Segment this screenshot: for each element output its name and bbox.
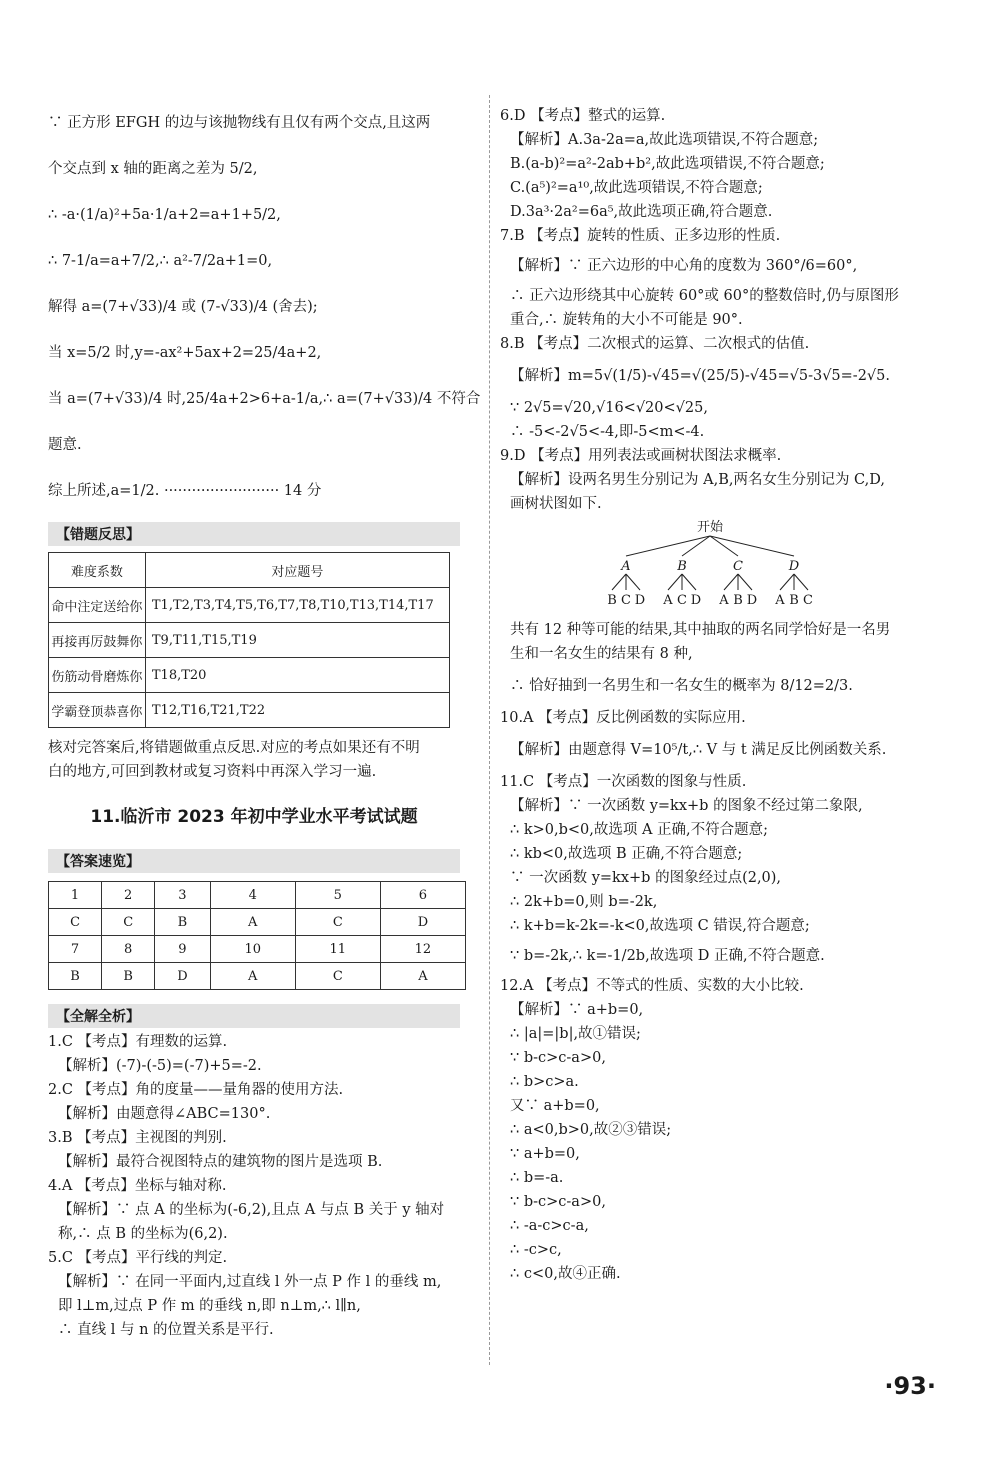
- tree-leaf: C: [621, 593, 631, 608]
- tree-node: D: [788, 559, 800, 574]
- answer-table: [48, 881, 466, 990]
- table-row: [49, 693, 450, 728]
- review-note: 核对完答案后,将错题做重点反思.对应的考点如果还有不明: [48, 740, 420, 756]
- text-line: 解得 a=(7+√33)/4 或 (7-√33)/4 (舍去);: [48, 299, 318, 315]
- table-cell: 学霸登顶恭喜你: [49, 693, 146, 728]
- text-line: ∴ 2k+b=0,则 b=-2k,: [510, 894, 658, 910]
- table-cell: C: [102, 909, 155, 936]
- text-line: ∴ b>c>a.: [510, 1074, 579, 1090]
- text-line: ∴ -c>c,: [510, 1242, 562, 1258]
- analysis-line: 5.C 【考点】平行线的判定.: [48, 1250, 228, 1266]
- text-line: D.3a³·2a²=6a⁵,故此选项正确,符合题意.: [510, 204, 773, 220]
- tree-node: B: [677, 559, 687, 574]
- left-column: [48, 100, 481, 1342]
- text-line: 【解析】∵ 正六边形的中心角的度数为 360°/6=60°,: [510, 258, 858, 274]
- tree-leaf: D: [634, 593, 646, 608]
- page-number: ·93·: [884, 1372, 936, 1400]
- text-line: 【解析】m=5√(1/5)-√45=√(25/5)-√45=√5-3√5=-2√5.: [510, 368, 891, 384]
- text-line: ∵ a+b=0,: [510, 1146, 580, 1162]
- text-line: 共有 12 种等可能的结果,其中抽取的两名同学恰好是一名男: [510, 622, 891, 638]
- table-cell: T18,T20: [145, 658, 449, 693]
- table-header: 对应题号: [145, 553, 449, 588]
- table-row: [49, 882, 466, 909]
- analysis-line: 【解析】由题意得∠ABC=130°.: [58, 1106, 271, 1122]
- analysis-line: 称,∴ 点 B 的坐标为(6,2).: [58, 1226, 228, 1242]
- tree-leaf: B: [607, 593, 617, 608]
- tree-leaf: D: [690, 593, 702, 608]
- table-row: [49, 623, 450, 658]
- table-row: [49, 909, 466, 936]
- text-line: 【解析】设两名男生分别记为 A,B,两名女生分别记为 C,D,: [510, 472, 885, 488]
- table-cell: T9,T11,T15,T19: [145, 623, 449, 658]
- error-review-heading: 【错题反思】: [48, 522, 460, 546]
- text-line: 8.B 【考点】二次根式的运算、二次根式的估值.: [500, 336, 810, 352]
- text-line: 6.D 【考点】整式的运算.: [500, 108, 666, 124]
- tree-diagram: [590, 518, 850, 614]
- right-column: [500, 104, 930, 1286]
- text-line: ∴ |a|=|b|,故①错误;: [510, 1026, 641, 1042]
- text-line: 10.A 【考点】反比例函数的实际应用.: [500, 710, 746, 726]
- text-line: 当 a=(7+√33)/4 时,25/4a+2>6+a-1/a,∴ a=(7+√33)/4 不符合: [48, 391, 481, 407]
- tree-leaf: D: [746, 593, 758, 608]
- table-cell: 3: [155, 882, 210, 909]
- tree-root: 开始: [696, 520, 724, 535]
- text-line: ∴ -a-c>c-a,: [510, 1218, 589, 1234]
- tree-leaf: B: [733, 593, 743, 608]
- table-cell: 9: [155, 936, 210, 963]
- analysis-line: 3.B 【考点】主视图的判别.: [48, 1130, 227, 1146]
- table-cell: 1: [49, 882, 102, 909]
- table-cell: A: [210, 963, 295, 990]
- text-line: 又∵ a+b=0,: [510, 1098, 600, 1114]
- table-cell: A: [380, 963, 465, 990]
- table-cell: 2: [102, 882, 155, 909]
- analysis-line: 4.A 【考点】坐标与轴对称.: [48, 1178, 227, 1194]
- table-cell: B: [155, 909, 210, 936]
- table-cell: B: [49, 963, 102, 990]
- table-row: [49, 658, 450, 693]
- table-cell: C: [295, 963, 380, 990]
- tree-leaf: B: [789, 593, 799, 608]
- text-line: ∴ kb<0,故选项 B 正确,不符合题意;: [510, 846, 743, 862]
- table-cell: 再接再厉鼓舞你: [49, 623, 146, 658]
- analysis-line: 2.C 【考点】角的度量——量角器的使用方法.: [48, 1082, 344, 1098]
- table-header: 难度系数: [49, 553, 146, 588]
- text-line: B.(a-b)²=a²-2ab+b²,故此选项错误,不符合题意;: [510, 156, 825, 172]
- review-note: 白的地方,可回到教材或复习资料中再深入学习一遍.: [48, 764, 377, 780]
- text-line: ∴ -5<-2√5<-4,即-5<m<-4.: [510, 424, 705, 440]
- table-row: [49, 963, 466, 990]
- text-line: 【解析】由题意得 V=10⁵/t,∴ V 与 t 满足反比例函数关系.: [510, 742, 887, 758]
- tree-leaf: A: [775, 593, 785, 608]
- text-line: ∴ -a·(1/a)²+5a·1/a+2=a+1+5/2,: [48, 207, 281, 223]
- text-line: ∵ 一次函数 y=kx+b 的图象经过点(2,0),: [510, 870, 782, 886]
- tree-leaf: C: [677, 593, 687, 608]
- analysis-line: 【解析】(-7)-(-5)=(-7)+5=-2.: [58, 1058, 262, 1074]
- analysis-line: 即 l⊥m,过点 P 作 m 的垂线 n,即 n⊥m,∴ l∥n,: [58, 1298, 361, 1314]
- text-line: ∴ 7-1/a=a+7/2,∴ a²-7/2a+1=0,: [48, 253, 273, 269]
- table-cell: T12,T16,T21,T22: [145, 693, 449, 728]
- table-cell: 11: [295, 936, 380, 963]
- table-cell: 7: [49, 936, 102, 963]
- error-review-table: [48, 552, 450, 728]
- text-line: 当 x=5/2 时,y=-ax²+5ax+2=25/4a+2,: [48, 345, 322, 361]
- text-line: 【解析】∵ 一次函数 y=kx+b 的图象不经过第二象限,: [510, 798, 863, 814]
- analysis-line: 【解析】最符合视图特点的建筑物的图片是选项 B.: [58, 1154, 383, 1170]
- text-line: 生和一名女生的结果有 8 种,: [510, 646, 693, 662]
- text-line: ∴ b=-a.: [510, 1170, 564, 1186]
- full-analysis-heading: 【全解全析】: [48, 1004, 460, 1028]
- table-cell: A: [210, 909, 295, 936]
- text-line: 个交点到 x 轴的距离之差为 5/2,: [48, 161, 258, 177]
- table-cell: 伤筋动骨磨炼你: [49, 658, 146, 693]
- table-cell: T1,T2,T3,T4,T5,T6,T7,T8,T10,T13,T14,T17: [145, 588, 449, 623]
- text-line: ∴ k+b=k-2k=-k<0,故选项 C 错误,符合题意;: [510, 918, 810, 934]
- answer-overview-heading: 【答案速览】: [48, 849, 460, 873]
- table-cell: 10: [210, 936, 295, 963]
- tree-node: A: [621, 559, 631, 574]
- text-line: 7.B 【考点】旋转的性质、正多边形的性质.: [500, 228, 781, 244]
- text-line: ∴ 正六边形绕其中心旋转 60°或 60°的整数倍时,仍与原图形: [510, 288, 899, 304]
- table-cell: D: [155, 963, 210, 990]
- text-line: ∵ b-c>c-a>0,: [510, 1050, 606, 1066]
- text-line: 题意.: [48, 437, 82, 453]
- text-line: 综上所述,a=1/2. ························· 14 分: [48, 483, 322, 499]
- column-divider: [489, 95, 490, 1365]
- table-cell: 6: [380, 882, 465, 909]
- tree-node: C: [733, 559, 743, 574]
- text-line: 画树状图如下.: [510, 496, 602, 512]
- text-line: 【解析】A.3a-2a=a,故此选项错误,不符合题意;: [510, 132, 819, 148]
- table-cell: D: [380, 909, 465, 936]
- table-cell: C: [49, 909, 102, 936]
- table-cell: 5: [295, 882, 380, 909]
- analysis-line: 【解析】∵ 点 A 的坐标为(-6,2),且点 A 与点 B 关于 y 轴对: [58, 1202, 445, 1218]
- tree-leaf: A: [719, 593, 729, 608]
- table-cell: B: [102, 963, 155, 990]
- text-line: C.(a⁵)²=a¹⁰,故此选项错误,不符合题意;: [510, 180, 763, 196]
- table-cell: 命中注定送给你: [49, 588, 146, 623]
- text-line: ∵ b-c>c-a>0,: [510, 1194, 606, 1210]
- table-header-row: [49, 553, 450, 588]
- text-line: 9.D 【考点】用列表法或画树状图法求概率.: [500, 448, 782, 464]
- text-line: 11.C 【考点】一次函数的图象与性质.: [500, 774, 747, 790]
- table-row: [49, 936, 466, 963]
- tree-leaf: C: [803, 593, 813, 608]
- analysis-line: 【解析】∵ 在同一平面内,过直线 l 外一点 P 作 l 的垂线 m,: [58, 1274, 442, 1290]
- text-line: ∴ a<0,b>0,故②③错误;: [510, 1122, 672, 1138]
- analysis-line: 1.C 【考点】有理数的运算.: [48, 1034, 228, 1050]
- text-line: ∵ 2√5=√20,√16<√20<√25,: [510, 400, 708, 416]
- text-line: 重合,∴ 旋转角的大小不可能是 90°.: [510, 312, 743, 328]
- text-line: 12.A 【考点】不等式的性质、实数的大小比较.: [500, 978, 804, 994]
- table-cell: 4: [210, 882, 295, 909]
- exam-title: 11.临沂市 2023 年初中学业水平考试试题: [90, 807, 418, 827]
- analysis-line: ∴ 直线 l 与 n 的位置关系是平行.: [58, 1322, 274, 1338]
- text-line: 【解析】∵ a+b=0,: [510, 1002, 644, 1018]
- text-line: ∴ c<0,故④正确.: [510, 1266, 621, 1282]
- text-line: ∵ 正方形 EFGH 的边与该抛物线有且仅有两个交点,且这两: [48, 115, 431, 131]
- text-line: ∵ b=-2k,∴ k=-1/2b,故选项 D 正确,不符合题意.: [510, 948, 825, 964]
- text-line: ∴ 恰好抽到一名男生和一名女生的概率为 8/12=2/3.: [510, 678, 853, 694]
- text-line: ∴ k>0,b<0,故选项 A 正确,不符合题意;: [510, 822, 769, 838]
- table-cell: 8: [102, 936, 155, 963]
- table-cell: 12: [380, 936, 465, 963]
- table-cell: C: [295, 909, 380, 936]
- table-row: [49, 588, 450, 623]
- tree-leaf: A: [663, 593, 673, 608]
